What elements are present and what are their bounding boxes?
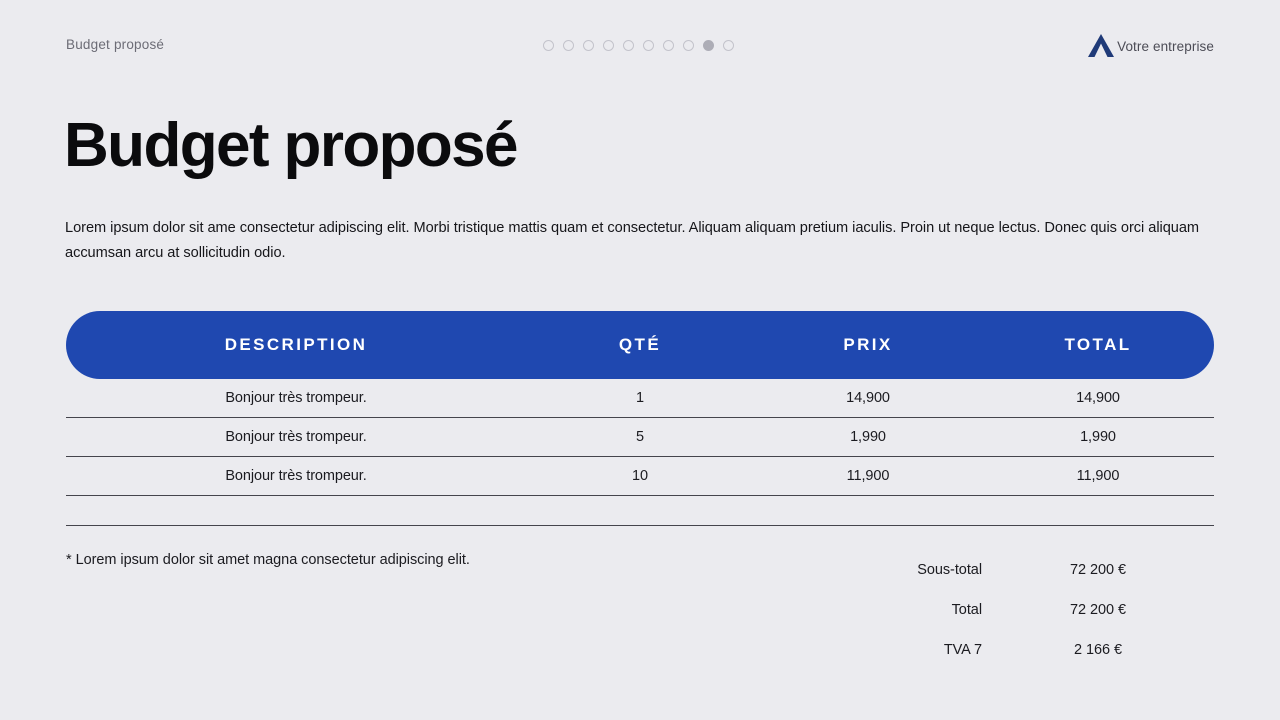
totals-value: 72 200 € [1069,562,1127,578]
table-header-row [66,311,1214,379]
cell-description: Bonjour très trompeur. [225,468,367,484]
slide-progress-dots[interactable] [543,40,734,51]
intro-paragraph: Lorem ipsum dolor sit ame consectetur adipiscing elit. Morbi tristique mattis quam et consectetur. Aliquam aliquam pretium iaculis. Proin ut neque lectus. Donec quis orci aliquam accumsan arcu at sollicitudin odio. [65,220,1200,261]
table-row [66,418,1214,457]
table-row [66,457,1214,496]
cell-total: 11,900 [1076,468,1120,484]
progress-dot-10[interactable] [723,40,734,51]
brand-name: Votre entreprise [1117,38,1214,54]
slide-top-bar [0,0,1280,92]
cell-prix: 14,900 [846,390,890,406]
progress-dot-2[interactable] [563,40,574,51]
progress-dot-6[interactable] [643,40,654,51]
table-bottom-divider [66,525,1214,526]
progress-dot-9[interactable] [703,40,714,51]
cell-total: 1,990 [1080,429,1116,445]
progress-dot-4[interactable] [603,40,614,51]
brand-block [1087,33,1214,59]
progress-dot-8[interactable] [683,40,694,51]
column-header-description: DESCRIPTION [224,335,368,354]
totals-value: 2 166 € [1073,642,1123,658]
cell-qte: 5 [636,429,644,445]
cell-prix: 1,990 [850,429,886,445]
column-header-qte: QTÉ [618,335,662,354]
cell-qte: 1 [636,390,644,406]
footnote: * Lorem ipsum dolor sit amet magna consectetur adipiscing elit. [66,552,470,568]
column-header-prix: PRIX [843,335,893,354]
progress-dot-3[interactable] [583,40,594,51]
cell-prix: 11,900 [846,468,890,484]
totals-label: Sous-total [917,562,982,578]
cell-total: 14,900 [1076,390,1120,406]
budget-table [66,311,1214,526]
table-row [66,379,1214,418]
totals-row-subtotal [760,550,1214,590]
page-title: Budget proposé [64,111,517,180]
cell-qte: 10 [632,468,648,484]
progress-dot-7[interactable] [663,40,674,51]
totals-label: TVA 7 [943,642,982,658]
slide-label: Budget proposé [66,37,165,52]
totals-row-total [760,590,1214,630]
totals-value: 72 200 € [1069,602,1127,618]
totals-block [760,550,1214,670]
cell-description: Bonjour très trompeur. [225,390,367,406]
progress-dot-5[interactable] [623,40,634,51]
totals-row-tva [760,630,1214,670]
totals-label: Total [951,602,982,618]
company-logo-icon [1087,33,1115,59]
cell-description: Bonjour très trompeur. [225,429,367,445]
progress-dot-1[interactable] [543,40,554,51]
column-header-total: TOTAL [1064,335,1132,354]
